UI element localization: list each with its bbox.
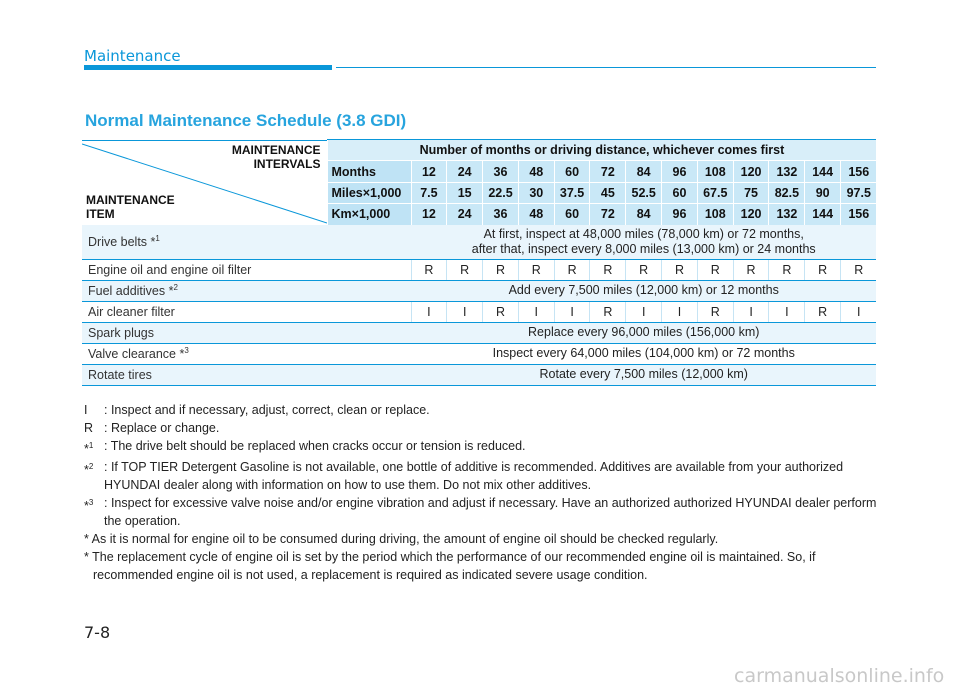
item-name: Valve clearance *$^3$ bbox=[82, 343, 411, 364]
note-footnote-1 bbox=[84, 437, 884, 458]
item-action-cell: R bbox=[483, 301, 519, 322]
item-schedule-text: Replace every 96,000 miles (156,000 km) bbox=[411, 322, 876, 343]
table-row bbox=[82, 364, 876, 385]
table-row bbox=[82, 280, 876, 301]
corner-intervals-label: MAINTENANCE INTERVALS bbox=[231, 142, 321, 171]
item-schedule-text: Add every 7,500 miles (12,000 km) or 12 months bbox=[411, 280, 876, 301]
interval-value: 108 bbox=[697, 161, 733, 182]
interval-value: 132 bbox=[769, 161, 805, 182]
interval-value: 45 bbox=[590, 182, 626, 203]
interval-value: 120 bbox=[733, 204, 769, 225]
interval-value: 60 bbox=[554, 161, 590, 182]
table-row bbox=[82, 225, 876, 260]
item-name: Spark plugs bbox=[82, 322, 411, 343]
note-oil-cycle: * The replacement cycle of engine oil is set by the period which the performance of our recommended engine oil is maintained. So, if recommended engine oil is not used, a replacement is required as indicated severe usage condition. bbox=[84, 550, 816, 583]
item-action-cell: R bbox=[841, 259, 877, 280]
item-schedule-text: Rotate every 7,500 miles (12,000 km) bbox=[411, 364, 876, 385]
item-action-cell: R bbox=[483, 259, 519, 280]
item-action-cell: R bbox=[447, 259, 483, 280]
note-key: R bbox=[84, 421, 94, 435]
item-name: Rotate tires bbox=[82, 364, 411, 385]
item-action-cell: I bbox=[447, 301, 483, 322]
interval-value: 84 bbox=[626, 204, 662, 225]
note-text: : Inspect for excessive valve noise and/or engine vibration and adjust if necessary. Have an authorized authorized HYUNDAI dealer perform the operation. bbox=[104, 496, 877, 529]
interval-header: Number of months or driving distance, whichever comes first bbox=[327, 140, 876, 161]
interval-value: 37.5 bbox=[554, 182, 590, 203]
interval-value: 12 bbox=[411, 204, 447, 225]
item-name: Fuel additives *$^2$ bbox=[82, 280, 411, 301]
interval-value: 96 bbox=[662, 161, 698, 182]
note-text: : The drive belt should be replaced when cracks occur or tension is reduced. bbox=[104, 439, 526, 453]
item-action-cell: R bbox=[697, 301, 733, 322]
item-action-cell: R bbox=[626, 259, 662, 280]
item-action-cell: I bbox=[769, 301, 805, 322]
item-action-cell: R bbox=[733, 259, 769, 280]
item-action-cell: I bbox=[554, 301, 590, 322]
interval-value: 36 bbox=[483, 161, 519, 182]
interval-value: 15 bbox=[447, 182, 483, 203]
item-schedule-text: Inspect every 64,000 miles (104,000 km) or 72 months bbox=[411, 343, 876, 364]
item-name: Engine oil and engine oil filter bbox=[82, 259, 411, 280]
interval-value: 48 bbox=[518, 204, 554, 225]
interval-value: 30 bbox=[518, 182, 554, 203]
item-action-cell: R bbox=[805, 301, 841, 322]
notes bbox=[84, 401, 884, 584]
item-name: Drive belts *$^1$ bbox=[82, 225, 411, 260]
item-action-cell: I bbox=[733, 301, 769, 322]
interval-value: 24 bbox=[447, 204, 483, 225]
item-action-cell: R bbox=[805, 259, 841, 280]
interval-value: 60 bbox=[554, 204, 590, 225]
interval-value: 132 bbox=[769, 204, 805, 225]
interval-value: 22.5 bbox=[483, 182, 519, 203]
item-action-cell: I bbox=[411, 301, 447, 322]
item-action-cell: R bbox=[518, 259, 554, 280]
item-schedule-text: At first, inspect at 48,000 miles (78,000 km) or 72 months, after that, inspect every 8,000 miles (13,000 km) or 24 months bbox=[411, 225, 876, 260]
note-footnote-2 bbox=[84, 458, 884, 494]
note-text: : If TOP TIER Detergent Gasoline is not available, one bottle of additive is recommended. Additives are available from your authorized HYUNDAI dealer along with information on how to use them. Do not mix other additives. bbox=[104, 460, 844, 493]
unit-label: Months bbox=[327, 161, 411, 182]
note-key: *$^1$ bbox=[84, 441, 94, 457]
note-key: I bbox=[84, 403, 88, 417]
interval-value: 72 bbox=[590, 161, 626, 182]
interval-value: 156 bbox=[841, 161, 877, 182]
item-action-cell: R bbox=[662, 259, 698, 280]
maintenance-schedule-table bbox=[82, 139, 876, 386]
item-action-cell: R bbox=[590, 301, 626, 322]
table-row bbox=[82, 301, 876, 322]
item-action-cell: I bbox=[662, 301, 698, 322]
item-action-cell: I bbox=[518, 301, 554, 322]
section-rule-thin bbox=[336, 67, 876, 68]
interval-value: 144 bbox=[805, 204, 841, 225]
item-name: Air cleaner filter bbox=[82, 301, 411, 322]
interval-value: 90 bbox=[805, 182, 841, 203]
interval-value: 75 bbox=[733, 182, 769, 203]
item-action-cell: I bbox=[841, 301, 877, 322]
page-number: 7-8 bbox=[84, 623, 111, 642]
interval-value: 52.5 bbox=[626, 182, 662, 203]
interval-value: 108 bbox=[697, 204, 733, 225]
unit-label: Miles×1,000 bbox=[327, 182, 411, 203]
note-key: *$^3$ bbox=[84, 498, 94, 514]
watermark: carmanualsonline.info bbox=[734, 665, 945, 687]
interval-value: 82.5 bbox=[769, 182, 805, 203]
item-action-cell: I bbox=[626, 301, 662, 322]
note-key: *$^2$ bbox=[84, 462, 94, 478]
note-inspect bbox=[84, 401, 884, 419]
interval-value: 120 bbox=[733, 161, 769, 182]
item-action-cell: R bbox=[411, 259, 447, 280]
note-text: : Replace or change. bbox=[104, 421, 220, 435]
interval-value: 60 bbox=[662, 182, 698, 203]
interval-value: 67.5 bbox=[697, 182, 733, 203]
interval-value: 156 bbox=[841, 204, 877, 225]
unit-label: Km×1,000 bbox=[327, 204, 411, 225]
page-heading: Normal Maintenance Schedule (3.8 GDI) bbox=[85, 111, 407, 130]
table-row bbox=[82, 259, 876, 280]
section-title: Maintenance bbox=[84, 47, 181, 65]
note-footnote-3 bbox=[84, 494, 884, 530]
item-action-cell: R bbox=[697, 259, 733, 280]
interval-value: 48 bbox=[518, 161, 554, 182]
interval-value: 24 bbox=[447, 161, 483, 182]
section-rule-thick bbox=[84, 65, 332, 70]
interval-value: 96 bbox=[662, 204, 698, 225]
item-action-cell: R bbox=[769, 259, 805, 280]
table-row bbox=[82, 322, 876, 343]
interval-value: 36 bbox=[483, 204, 519, 225]
interval-value: 84 bbox=[626, 161, 662, 182]
item-action-cell: R bbox=[590, 259, 626, 280]
note-replace bbox=[84, 419, 884, 437]
interval-value: 72 bbox=[590, 204, 626, 225]
item-action-cell: R bbox=[554, 259, 590, 280]
interval-value: 7.5 bbox=[411, 182, 447, 203]
note-oil-check: * As it is normal for engine oil to be consumed during driving, the amount of engine oil should be checked regularly. bbox=[84, 532, 719, 547]
table-corner-cell bbox=[82, 140, 327, 225]
note-text: : Inspect and if necessary, adjust, correct, clean or replace. bbox=[104, 403, 430, 417]
interval-value: 144 bbox=[805, 161, 841, 182]
interval-value: 12 bbox=[411, 161, 447, 182]
interval-value: 97.5 bbox=[841, 182, 877, 203]
corner-item-label: MAINTENANCE ITEM bbox=[86, 192, 175, 221]
table-row bbox=[82, 343, 876, 364]
